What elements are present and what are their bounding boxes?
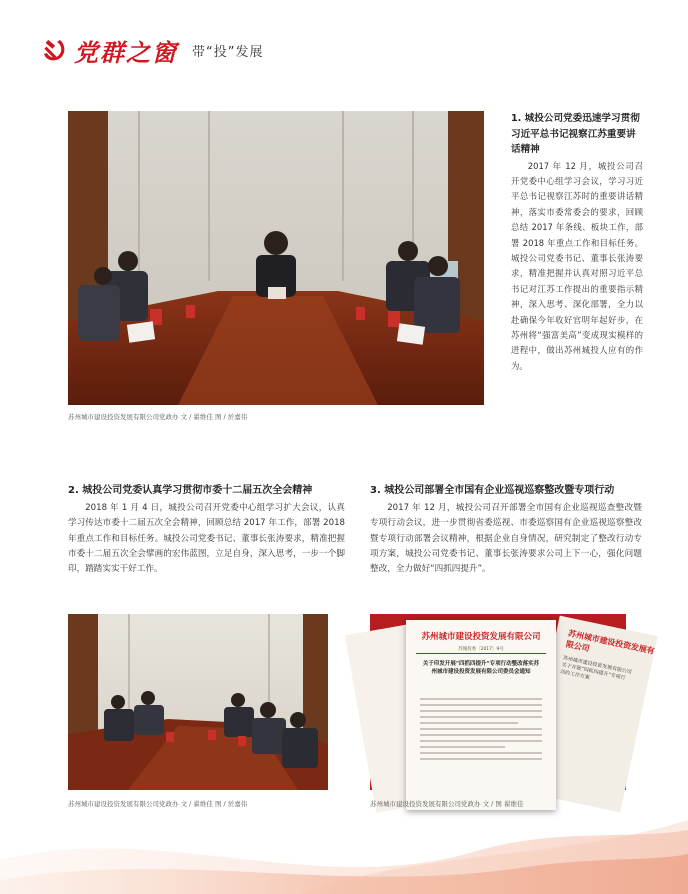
- document-rule: [416, 653, 546, 654]
- article-body: 2017 年 12 月，城投公司召开部署全市国有企业巡视巡查整改暨专项行动会议，进一步贯彻省委巡视、市委巡察国有企业巡视巡察整改暨专项行动部署会议精神，根据企业自身情况，研究制定了整改行动专项方案，城投公司党委书记、董事长张涛要求公司上下一心，强化问题整改，全力做好“四抓四提升”。: [370, 503, 642, 575]
- photo-caption: 苏州城市建设投资发展有限公司党政办 文 / 翟维佳 图 / 於嘉伟: [68, 800, 248, 808]
- article-3: [370, 483, 642, 577]
- article-title: 1. 城投公司党委迅速学习贯彻习近平总书记视察江苏重要讲话精神: [511, 113, 640, 155]
- photo-caption: 苏州城市建设投资发展有限公司党政办 文 / 图 翟维佳: [370, 800, 524, 808]
- document-text-lines: [420, 698, 542, 764]
- document-number: 苏城投委〔2017〕9号: [458, 647, 504, 652]
- page-header: [40, 30, 263, 70]
- article-2: [68, 483, 345, 577]
- document-header-right: 苏州城市建设投资发展有限公司: [565, 627, 656, 656]
- section-brand: 党群之窗: [74, 37, 178, 67]
- document-subject: 关于印发开展“四抓四提升”专项行动整改落实苏州城市建设投资发展有限公司委员会通知: [422, 661, 540, 675]
- document-center: [406, 620, 556, 810]
- meeting-photo-small: [68, 614, 328, 790]
- document-subject-right: 苏州城市建设投资发展有限公司关于开展“四抓四提升”专项行动的工作方案: [559, 655, 633, 682]
- meeting-photo-large-graphic: [68, 111, 484, 405]
- meeting-photo-small-graphic: [68, 614, 328, 790]
- section-tagline: 带“投”发展: [192, 44, 264, 60]
- documents-photo: [370, 614, 656, 790]
- hammer-sickle-icon: [40, 36, 68, 64]
- document-header: 苏州城市建设投资发展有限公司: [421, 632, 541, 642]
- article-title: 2. 城投公司党委认真学习贯彻市委十二届五次全会精神: [68, 485, 313, 496]
- photo-caption: 苏州城市建设投资发展有限公司党政办 文 / 翟维佳 图 / 於嘉伟: [68, 413, 248, 421]
- article-1: [511, 111, 643, 374]
- bottom-decoration: [0, 790, 688, 894]
- article-title: 3. 城投公司部署全市国有企业巡视巡察整改暨专项行动: [370, 485, 615, 496]
- meeting-photo-large: [68, 111, 484, 405]
- article-body: 2017 年 12 月，城投公司召开党委中心组学习会议，学习习近平总书记视察江苏时的重要讲话精神，落实市委常委会的要求，回顾总结 2017 年条线、板块工作，部署 2018 年重点工作和目标任务。城投公司党委书记、董事长张涛要求，精准把握并认真对照习近平总书记对江苏工作提出的重要指示精神，深入思考、深化部署，全力以赴确保今年收好官明年起好步，在苏州将“强富美高”变成现实模样的进程中，做出苏州城投人应有的作为。: [511, 160, 643, 371]
- article-body: 2018 年 1 月 4 日，城投公司召开党委中心组学习扩大会议，认真学习传达市委十二届五次全会精神，回顾总结 2017 年工作，部署 2018 年重点工作和目标任务。城投公司党委书记、董事长张涛要求，精准把握市委十二届五次全会擘画的宏伟蓝图，立足自身，深入思考，一步一个脚印，踏踏实实干好工作。: [68, 503, 345, 575]
